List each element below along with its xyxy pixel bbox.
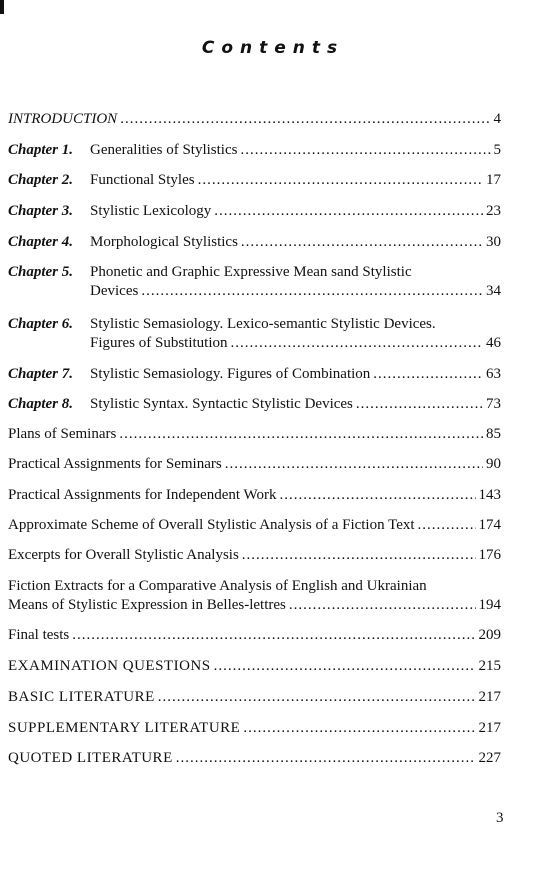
leader-dots	[72, 626, 475, 645]
leader-dots	[198, 171, 483, 190]
toc-page-number: 73	[486, 396, 501, 412]
toc-entry-text: SUPPLEMENTARY LITERATURE	[8, 720, 241, 736]
toc-entry-text: Devices	[90, 283, 139, 299]
toc-page-number: 5	[493, 142, 501, 158]
leader-dots	[240, 141, 490, 160]
toc-page-number: 194	[478, 597, 501, 613]
toc-entry-chapter-8[interactable]	[8, 395, 501, 414]
toc-entry-text: Practical Assignments for Independent Work	[8, 487, 277, 503]
toc-entry-introduction[interactable]	[8, 110, 501, 129]
toc-entry-chapter-5[interactable]	[8, 263, 501, 282]
leader-dots	[356, 395, 483, 414]
toc-entry-text: Excerpts for Overall Stylistic Analysis	[8, 547, 239, 563]
toc-entry-examination-questions[interactable]	[8, 657, 501, 676]
leader-dots	[119, 425, 483, 444]
leader-dots	[176, 749, 476, 768]
toc-entry-plans-of-seminars[interactable]	[8, 425, 501, 444]
toc-page-number: 30	[486, 234, 501, 250]
leader-dots	[214, 202, 483, 221]
chapter-label: Chapter 4.	[8, 234, 74, 250]
toc-entry-text: Practical Assignments for Seminars	[8, 456, 222, 472]
chapter-label: Chapter 6.	[8, 316, 74, 332]
leader-dots	[373, 365, 483, 384]
toc-page-number: 217	[478, 689, 501, 705]
toc-entry-text: Plans of Seminars	[8, 426, 117, 442]
leader-dots	[120, 110, 490, 129]
leader-dots	[241, 233, 483, 252]
toc-entry-text: Functional Styles	[90, 172, 195, 188]
toc-entry-fiction-extracts[interactable]	[8, 577, 501, 596]
toc-page-number: 23	[486, 203, 501, 219]
toc-entry-chapter-5-cont[interactable]	[90, 282, 501, 301]
toc-entry-chapter-3[interactable]	[8, 202, 501, 221]
contents-title: Contents	[201, 38, 345, 58]
chapter-label: Chapter 3.	[8, 203, 74, 219]
leader-dots	[141, 282, 483, 301]
toc-page-number: 215	[478, 658, 501, 674]
chapter-label: Chapter 1.	[8, 142, 74, 158]
leader-dots	[225, 455, 483, 474]
scan-corner-mark	[0, 0, 4, 14]
page-number: 3	[496, 810, 504, 826]
toc-page-number: 217	[478, 720, 501, 736]
toc-page-number: 227	[478, 750, 501, 766]
toc-entry-text-line1: Fiction Extracts for a Comparative Analysis of English and Ukrainian	[8, 578, 427, 594]
chapter-label: Chapter 8.	[8, 396, 74, 412]
leader-dots	[243, 719, 475, 738]
toc-entry-chapter-6-cont[interactable]	[90, 334, 501, 353]
toc-entry-chapter-7[interactable]	[8, 365, 501, 384]
toc-entry-chapter-6[interactable]	[8, 315, 501, 334]
toc-entry-text: Stylistic Lexicology	[90, 203, 212, 219]
toc-entry-fiction-extracts-cont[interactable]	[8, 596, 501, 615]
toc-entry-text-line1: Stylistic Semasiology. Lexico-semantic Stylistic Devices.	[90, 316, 436, 332]
toc-entry-approximate-scheme[interactable]	[8, 516, 501, 535]
toc-page-number: 85	[486, 426, 501, 442]
toc-entry-text: Figures of Substitution	[90, 335, 228, 351]
toc-entry-text: Morphological Stylistics	[90, 234, 238, 250]
toc-entry-text: Stylistic Semasiology. Figures of Combination	[90, 366, 371, 382]
chapter-label: Chapter 7.	[8, 366, 74, 382]
leader-dots	[418, 516, 476, 535]
toc-entry-text: QUOTED LITERATURE	[8, 750, 173, 766]
toc-entry-quoted-literature[interactable]	[8, 749, 501, 768]
leader-dots	[279, 486, 475, 505]
toc-page-number: 46	[486, 335, 501, 351]
toc-entry-text: Stylistic Syntax. Syntactic Stylistic Devices	[90, 396, 353, 412]
leader-dots	[242, 546, 476, 565]
leader-dots	[158, 688, 476, 707]
toc-page-number: 174	[478, 517, 501, 533]
toc-page-number: 4	[493, 111, 501, 127]
leader-dots	[289, 596, 476, 615]
toc-entry-text: BASIC LITERATURE	[8, 689, 155, 705]
toc-entry-text: Generalities of Stylistics	[90, 142, 238, 158]
toc-page-number: 34	[486, 283, 501, 299]
toc-entry-chapter-1[interactable]	[8, 141, 501, 160]
toc-entry-text: EXAMINATION QUESTIONS	[8, 658, 211, 674]
toc-entry-final-tests[interactable]	[8, 626, 501, 645]
leader-dots	[214, 657, 476, 676]
toc-entry-practical-independent[interactable]	[8, 486, 501, 505]
chapter-label: Chapter 2.	[8, 172, 74, 188]
toc-page-number: 17	[486, 172, 501, 188]
toc-page-number: 63	[486, 366, 501, 382]
toc-entry-text: INTRODUCTION	[8, 111, 118, 127]
toc-page-number: 90	[486, 456, 501, 472]
toc-entry-excerpts[interactable]	[8, 546, 501, 565]
toc-entry-supplementary-literature[interactable]	[8, 719, 501, 738]
toc-entry-text: Final tests	[8, 627, 70, 643]
toc-page-number: 143	[478, 487, 501, 503]
toc-entry-text: Approximate Scheme of Overall Stylistic Analysis of a Fiction Text	[8, 517, 415, 533]
leader-dots	[231, 334, 483, 353]
toc-entry-text-line1: Phonetic and Graphic Expressive Mean sand Stylistic	[90, 264, 412, 280]
toc-entry-chapter-2[interactable]	[8, 171, 501, 190]
toc-entry-practical-seminars[interactable]	[8, 455, 501, 474]
toc-entry-basic-literature[interactable]	[8, 688, 501, 707]
toc-page-number: 209	[478, 627, 501, 643]
chapter-label: Chapter 5.	[8, 264, 74, 280]
toc-page-number: 176	[478, 547, 501, 563]
toc-entry-text: Means of Stylistic Expression in Belles-lettres	[8, 597, 286, 613]
toc-entry-chapter-4[interactable]	[8, 233, 501, 252]
